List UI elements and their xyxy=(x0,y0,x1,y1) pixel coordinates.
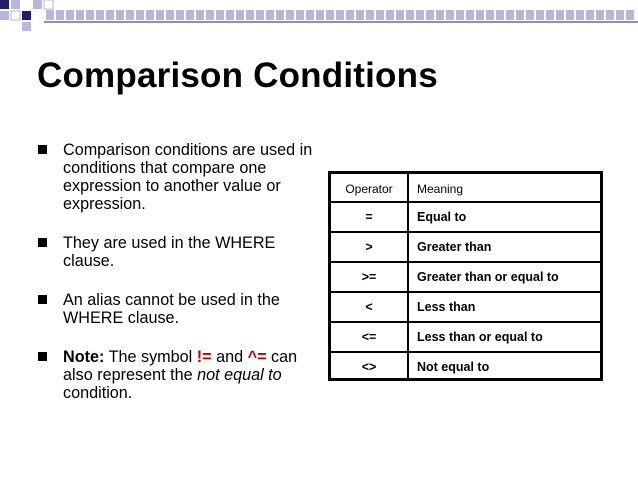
header-stripe xyxy=(366,10,374,20)
note-text-part: can also represent the xyxy=(63,348,298,384)
header-stripe xyxy=(326,10,334,20)
header-stripe xyxy=(406,10,414,20)
header-stripe xyxy=(196,10,204,20)
header-stripe xyxy=(136,10,144,20)
square-bullet-icon xyxy=(38,238,47,247)
header-stripe xyxy=(386,10,394,20)
column-divider xyxy=(407,323,409,351)
header-stripe xyxy=(216,10,224,20)
square-bullet-icon xyxy=(38,145,47,154)
operator-cell: < xyxy=(365,300,373,314)
header-stripe xyxy=(256,10,264,20)
header-stripe xyxy=(446,10,454,20)
header-stripe xyxy=(486,10,494,20)
header-stripe xyxy=(246,10,254,20)
header-stripe xyxy=(116,10,124,20)
bullet-text: They are used in the WHERE clause. xyxy=(63,234,276,270)
header-stripe xyxy=(556,10,564,20)
header-stripe xyxy=(356,10,364,20)
header-stripe xyxy=(576,10,584,20)
header-stripe xyxy=(266,10,274,20)
header-stripe xyxy=(76,10,84,20)
column-divider xyxy=(407,293,409,321)
header-stripe xyxy=(496,10,504,20)
header-stripe xyxy=(526,10,534,20)
bullet-text: An alias cannot be used in the WHERE clause. xyxy=(63,291,280,327)
header-stripe xyxy=(516,10,524,20)
header-stripe xyxy=(566,10,574,20)
header-stripe xyxy=(396,10,404,20)
header-stripe xyxy=(426,10,434,20)
header-stripe xyxy=(536,10,544,20)
header-stripe xyxy=(156,10,164,20)
header-stripes xyxy=(46,10,634,20)
table-header-row xyxy=(331,174,600,204)
bullet-item xyxy=(38,141,318,213)
meaning-cell: Equal to xyxy=(417,210,467,224)
bullet-item-note xyxy=(38,348,318,402)
bullet-text: Comparison conditions are used in conditions that compare one expression to another value or expression. xyxy=(63,141,313,213)
operator-cell: >= xyxy=(361,270,377,284)
operator-cell: <> xyxy=(361,360,377,374)
note-label: Note: xyxy=(63,348,105,366)
header-stripe xyxy=(106,10,114,20)
table-row xyxy=(331,231,600,261)
header-stripe xyxy=(206,10,214,20)
bullet-list xyxy=(38,141,318,423)
header-stripe xyxy=(286,10,294,20)
not-equal-symbol: != xyxy=(196,348,212,366)
square-bullet-icon xyxy=(38,295,47,304)
header-stripe xyxy=(466,10,474,20)
header-operator: Operator xyxy=(345,182,393,196)
header-stripe xyxy=(296,10,304,20)
note-text-part: condition. xyxy=(63,384,133,402)
table-row xyxy=(331,261,600,291)
header-stripe xyxy=(96,10,104,20)
note-italic-text: not equal to xyxy=(197,366,282,384)
header-stripe xyxy=(166,10,174,20)
header-stripe xyxy=(416,10,424,20)
header-meaning: Meaning xyxy=(417,182,464,196)
header-stripe xyxy=(606,10,614,20)
header-stripe xyxy=(586,10,594,20)
header-stripe xyxy=(506,10,514,20)
header-stripe xyxy=(616,10,624,20)
table-row xyxy=(331,351,600,381)
header-stripe xyxy=(66,10,74,20)
column-divider xyxy=(407,263,409,291)
meaning-cell: Greater than or equal to xyxy=(417,270,559,284)
header-stripe xyxy=(436,10,444,20)
header-stripe xyxy=(146,10,154,20)
note-text-part: and xyxy=(211,348,248,366)
operator-cell: = xyxy=(365,210,373,224)
operator-table xyxy=(328,171,603,381)
header-stripe xyxy=(86,10,94,20)
decorative-header-band xyxy=(0,0,638,34)
header-stripe xyxy=(126,10,134,20)
header-stripe xyxy=(316,10,324,20)
column-divider xyxy=(407,233,409,261)
header-stripe xyxy=(456,10,464,20)
meaning-cell: Less than or equal to xyxy=(417,330,543,344)
header-stripe xyxy=(376,10,384,20)
header-stripe xyxy=(186,10,194,20)
header-stripe xyxy=(476,10,484,20)
operator-cell: <= xyxy=(361,330,377,344)
header-stripe xyxy=(596,10,604,20)
column-divider xyxy=(407,353,409,381)
header-stripe xyxy=(546,10,554,20)
table-row xyxy=(331,291,600,321)
bullet-item xyxy=(38,234,318,270)
header-stripe xyxy=(176,10,184,20)
header-stripe xyxy=(46,10,54,20)
header-stripe xyxy=(336,10,344,20)
table-row xyxy=(331,321,600,351)
slide-title: Comparison Conditions xyxy=(37,56,438,95)
square-bullet-icon xyxy=(38,352,47,361)
header-stripe xyxy=(56,10,64,20)
header-stripe xyxy=(626,10,634,20)
column-divider xyxy=(407,174,409,204)
header-squares xyxy=(0,0,53,31)
meaning-cell: Greater than xyxy=(417,240,492,254)
column-divider xyxy=(407,203,409,231)
caret-equal-symbol: ^= xyxy=(247,348,267,366)
operator-cell: > xyxy=(365,240,373,254)
header-stripe xyxy=(346,10,354,20)
meaning-cell: Not equal to xyxy=(417,360,490,374)
bullet-item xyxy=(38,291,318,327)
header-stripe xyxy=(226,10,234,20)
header-stripe xyxy=(306,10,314,20)
header-stripe xyxy=(236,10,244,20)
note-text-part: The symbol xyxy=(104,348,197,366)
meaning-cell: Less than xyxy=(417,300,476,314)
table-row xyxy=(331,201,600,231)
header-stripe xyxy=(276,10,284,20)
